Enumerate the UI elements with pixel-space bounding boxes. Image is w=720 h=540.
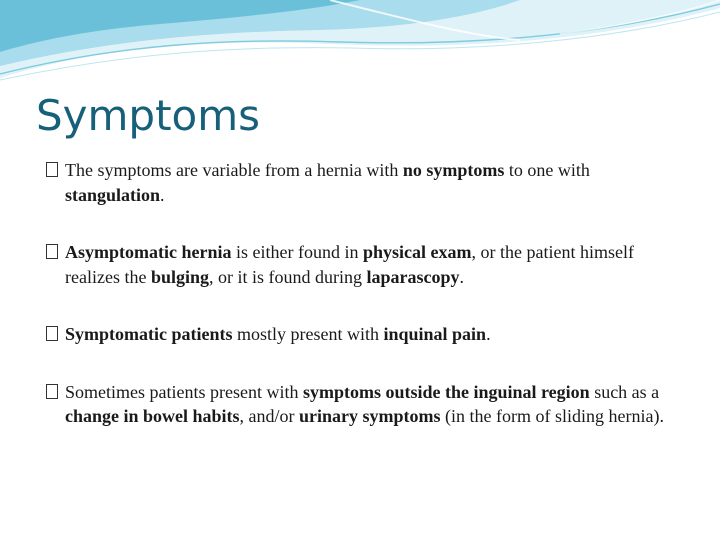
bullet-text-segment: , or the patient himself realizes the (65, 242, 634, 287)
bullet-text-segment: , or it is found during (209, 266, 367, 287)
bullet-text-segment: Sometimes patients present with (65, 381, 303, 402)
bullet-text (65, 160, 590, 205)
bullet-text-emphasis: physical exam (362, 242, 472, 262)
missing-glyph-box-icon (46, 384, 58, 399)
bullet-text (65, 242, 634, 287)
bullet-text-emphasis: Symptomatic patients (65, 324, 233, 344)
bullet-text (65, 324, 491, 344)
bullet-item (46, 380, 676, 429)
bullet-text-segment: is either found in (231, 242, 363, 262)
slide-title: Symptoms (36, 91, 261, 140)
bullet-text-emphasis: no symptoms (402, 160, 505, 180)
bullet-text-segment: , and/or (239, 406, 300, 426)
bullet-text-segment: The symptoms are variable from a hernia with (65, 160, 403, 180)
header-wave-decoration (0, 0, 720, 90)
bullet-text-segment: . (160, 184, 165, 205)
bullet-item (46, 322, 676, 347)
bullet-text-segment: (in the form of sliding hernia). (440, 406, 664, 426)
bullet-text-segment: to one with (504, 160, 590, 180)
bullet-text-emphasis: inquinal pain (383, 324, 487, 344)
bullet-list (46, 158, 676, 462)
bullet-text (65, 382, 664, 427)
missing-glyph-box-icon (46, 244, 58, 259)
bullet-text-emphasis: urinary symptoms (299, 406, 441, 426)
bullet-item (46, 158, 676, 207)
bullet-item (46, 240, 676, 289)
bullet-text-emphasis: bulging (150, 266, 209, 287)
bullet-text-emphasis: laparascopy (366, 266, 460, 287)
bullet-text-segment: mostly present with (232, 324, 384, 344)
bullet-text-emphasis: stangulation (65, 184, 161, 205)
missing-glyph-box-icon (46, 326, 58, 341)
bullet-text-segment: . (459, 266, 465, 287)
missing-glyph-box-icon (46, 162, 58, 177)
bullet-text-segment: such as a (589, 381, 660, 402)
bullet-text-emphasis: change in bowel habits (65, 406, 240, 426)
bullet-text-emphasis: symptoms outside the inguinal region (302, 381, 590, 402)
bullet-text-emphasis: Asymptomatic hernia (65, 242, 232, 262)
bullet-text-segment: . (486, 324, 491, 344)
